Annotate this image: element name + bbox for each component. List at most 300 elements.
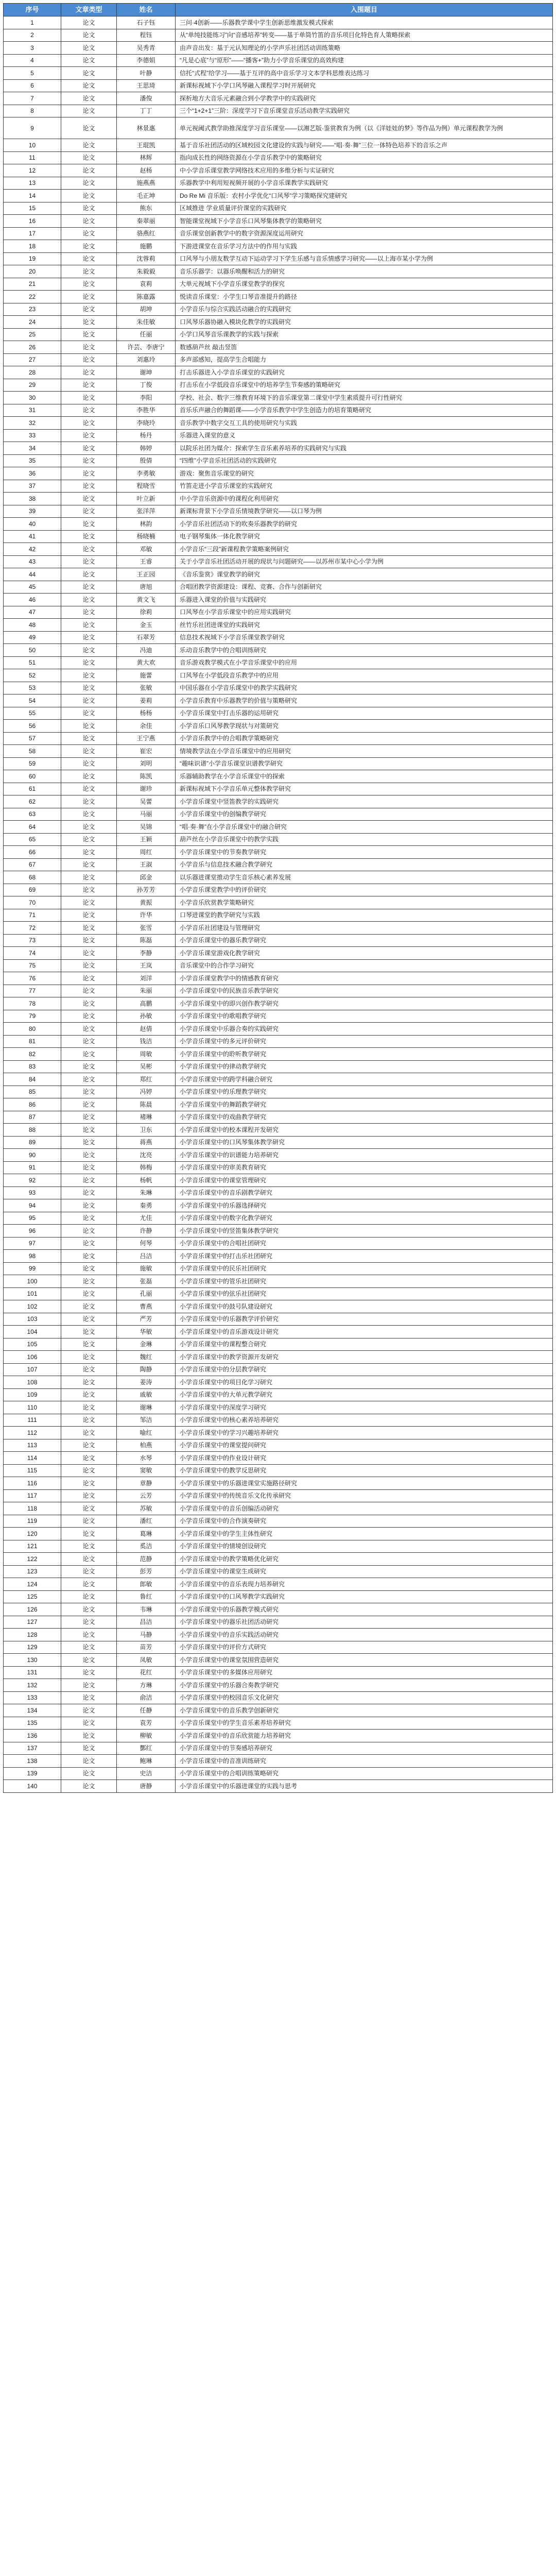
row-author-name: 马丽 bbox=[117, 808, 176, 821]
row-serial: 43 bbox=[4, 555, 61, 568]
row-title: 小学音乐课堂中的数字化教学研究 bbox=[176, 1212, 553, 1225]
row-serial: 26 bbox=[4, 341, 61, 354]
row-serial: 129 bbox=[4, 1641, 61, 1654]
row-author-name: 彭芳 bbox=[117, 1565, 176, 1578]
row-serial: 125 bbox=[4, 1590, 61, 1603]
table-row bbox=[4, 1464, 553, 1477]
row-author-name: 刘洋 bbox=[117, 972, 176, 985]
table-row bbox=[4, 1237, 553, 1250]
row-author-name: 丁丁 bbox=[117, 105, 176, 117]
table-row bbox=[4, 79, 553, 92]
row-author-name: 林韵 bbox=[117, 518, 176, 531]
row-article-type: 论文 bbox=[61, 404, 117, 417]
row-serial: 21 bbox=[4, 278, 61, 291]
row-serial: 107 bbox=[4, 1363, 61, 1376]
row-title: 乐器进入课堂的价值与实践研究 bbox=[176, 594, 553, 606]
table-row bbox=[4, 1250, 553, 1263]
table-row bbox=[4, 341, 553, 354]
row-author-name: 鲁红 bbox=[117, 1590, 176, 1603]
row-serial: 110 bbox=[4, 1401, 61, 1414]
row-title: 中国乐器在小学音乐课堂中的教学实践研究 bbox=[176, 682, 553, 694]
row-title: 小学音乐课堂中的竖笛集体教学研究 bbox=[176, 1225, 553, 1238]
row-author-name: 朱丽 bbox=[117, 985, 176, 997]
table-row bbox=[4, 1199, 553, 1212]
row-author-name: 石翠芳 bbox=[117, 631, 176, 644]
table-row bbox=[4, 1629, 553, 1641]
row-title: 小学音乐课堂中的传统音乐文化传承研究 bbox=[176, 1489, 553, 1502]
row-title: 口风琴与小朋友数学互动下运动学习下学生乐感与音乐情感学习研究——以上海市某小学为例 bbox=[176, 252, 553, 265]
row-article-type: 论文 bbox=[61, 1565, 117, 1578]
row-title: 小学音乐课堂中的学生音乐素养培养研究 bbox=[176, 1717, 553, 1730]
row-serial: 119 bbox=[4, 1515, 61, 1528]
row-serial: 52 bbox=[4, 669, 61, 682]
row-title: 小学音乐课堂中的器乐教学研究 bbox=[176, 934, 553, 947]
row-serial: 4 bbox=[4, 54, 61, 67]
row-title: 小学音乐与综合实践活动融合的实践研究 bbox=[176, 303, 553, 316]
row-article-type: 论文 bbox=[61, 745, 117, 758]
table-row bbox=[4, 1363, 553, 1376]
table-row bbox=[4, 922, 553, 935]
row-article-type: 论文 bbox=[61, 1212, 117, 1225]
row-author-name: 冯迪 bbox=[117, 644, 176, 657]
row-title: 三个“1+2+1”三阶：深度学习下音乐课堂音乐活动教学实践研究 bbox=[176, 105, 553, 117]
row-author-name: 赵杨 bbox=[117, 164, 176, 177]
row-author-name: 王睿 bbox=[117, 555, 176, 568]
row-title: 小学音乐课堂中的乐器进课堂实施路径研究 bbox=[176, 1477, 553, 1490]
table-row bbox=[4, 947, 553, 960]
row-serial: 121 bbox=[4, 1540, 61, 1553]
table-row bbox=[4, 1590, 553, 1603]
row-title: 小学音乐教育中乐器教学的价值与策略研究 bbox=[176, 694, 553, 707]
row-article-type: 论文 bbox=[61, 1679, 117, 1692]
row-author-name: 张磊 bbox=[117, 1275, 176, 1288]
row-author-name: 刘明 bbox=[117, 757, 176, 770]
row-article-type: 论文 bbox=[61, 581, 117, 594]
row-author-name: 许芸、李唐宁 bbox=[117, 341, 176, 354]
row-title: 打击乐在小学低段音乐课堂中的培养学生节奏感的策略研究 bbox=[176, 379, 553, 392]
row-serial: 35 bbox=[4, 454, 61, 467]
table-row bbox=[4, 656, 553, 669]
table-row bbox=[4, 366, 553, 379]
row-title: 区域推进 学业质量评价课堂的实践研究 bbox=[176, 202, 553, 215]
table-row bbox=[4, 1149, 553, 1162]
row-title: 指向成长性的网络资源在小学音乐教学中的策略研究 bbox=[176, 151, 553, 164]
header-author-name: 姓名 bbox=[117, 4, 176, 16]
row-article-type: 论文 bbox=[61, 606, 117, 619]
row-article-type: 论文 bbox=[61, 833, 117, 846]
row-author-name: 魏红 bbox=[117, 1351, 176, 1364]
row-article-type: 论文 bbox=[61, 568, 117, 581]
row-article-type: 论文 bbox=[61, 1287, 117, 1300]
row-article-type: 论文 bbox=[61, 1629, 117, 1641]
table-row bbox=[4, 1326, 553, 1338]
row-author-name: 周红 bbox=[117, 846, 176, 859]
row-serial: 99 bbox=[4, 1262, 61, 1275]
table-row bbox=[4, 429, 553, 442]
row-author-name: 王淑 bbox=[117, 858, 176, 871]
row-author-name: 昌洁 bbox=[117, 1616, 176, 1629]
row-serial: 82 bbox=[4, 1048, 61, 1061]
row-article-type: 论文 bbox=[61, 227, 117, 240]
row-author-name: 冯婷 bbox=[117, 1086, 176, 1098]
row-title: 丝竹乐社团进课堂的实践研究 bbox=[176, 619, 553, 632]
row-serial: 95 bbox=[4, 1212, 61, 1225]
row-article-type: 论文 bbox=[61, 54, 117, 67]
table-row bbox=[4, 92, 553, 105]
row-author-name: 陈晨 bbox=[117, 1098, 176, 1111]
row-title: 小学音乐口风琴教学现状与对策研究 bbox=[176, 720, 553, 733]
row-author-name: 鲍琳 bbox=[117, 1755, 176, 1768]
row-author-name: 华敏 bbox=[117, 1326, 176, 1338]
row-title: 小学音乐课堂中的弦乐社团研究 bbox=[176, 1287, 553, 1300]
table-row bbox=[4, 821, 553, 834]
row-serial: 70 bbox=[4, 896, 61, 909]
row-author-name: 马静 bbox=[117, 1629, 176, 1641]
row-author-name: 金玉 bbox=[117, 619, 176, 632]
row-serial: 137 bbox=[4, 1742, 61, 1755]
table-row bbox=[4, 1035, 553, 1048]
row-title: 小学音乐课堂中的乐理教学研究 bbox=[176, 1086, 553, 1098]
table-row bbox=[4, 1780, 553, 1793]
row-serial: 89 bbox=[4, 1136, 61, 1149]
row-article-type: 论文 bbox=[61, 1060, 117, 1073]
row-serial: 139 bbox=[4, 1767, 61, 1780]
row-article-type: 论文 bbox=[61, 1654, 117, 1667]
row-title: 小学音乐课堂中的戏曲教学研究 bbox=[176, 1111, 553, 1124]
row-title: 小学音乐课堂中的合唱社团研究 bbox=[176, 1237, 553, 1250]
row-article-type: 论文 bbox=[61, 1515, 117, 1528]
row-article-type: 论文 bbox=[61, 417, 117, 430]
table-row bbox=[4, 1477, 553, 1490]
row-author-name: 李静 bbox=[117, 947, 176, 960]
table-row bbox=[4, 846, 553, 859]
row-serial: 91 bbox=[4, 1161, 61, 1174]
row-title: 小学音乐课堂中的音乐表现力培养研究 bbox=[176, 1578, 553, 1591]
row-title: 打击乐器进入小学音乐课堂的实践研究 bbox=[176, 366, 553, 379]
row-article-type: 论文 bbox=[61, 871, 117, 884]
row-title: 音乐游戏教学模式在小学音乐课堂中的应用 bbox=[176, 656, 553, 669]
row-serial: 28 bbox=[4, 366, 61, 379]
row-author-name: 潘俊 bbox=[117, 92, 176, 105]
row-author-name: 李晓玲 bbox=[117, 417, 176, 430]
table-row bbox=[4, 252, 553, 265]
row-serial: 92 bbox=[4, 1174, 61, 1187]
table-row bbox=[4, 644, 553, 657]
row-author-name: 王琨凯 bbox=[117, 139, 176, 152]
row-article-type: 论文 bbox=[61, 1388, 117, 1401]
row-title: 合唱团教学资源建设：课程、竞赛、合作与创新研究 bbox=[176, 581, 553, 594]
row-article-type: 论文 bbox=[61, 454, 117, 467]
row-title: 多声部感知，提高学生合唱能力 bbox=[176, 353, 553, 366]
row-title: 小学音乐课堂中的管乐社团研究 bbox=[176, 1275, 553, 1288]
row-author-name: 黄振 bbox=[117, 896, 176, 909]
row-article-type: 论文 bbox=[61, 1717, 117, 1730]
row-article-type: 论文 bbox=[61, 732, 117, 745]
row-article-type: 论文 bbox=[61, 518, 117, 531]
row-title: 小学音乐课堂中的多媒体应用研究 bbox=[176, 1666, 553, 1679]
table-row bbox=[4, 1730, 553, 1742]
row-title: 小学音乐课堂中的情境创设研究 bbox=[176, 1540, 553, 1553]
row-author-name: 钱洁 bbox=[117, 1035, 176, 1048]
row-author-name: 叶静 bbox=[117, 67, 176, 80]
row-title: 小学音乐课堂中的民乐社团研究 bbox=[176, 1262, 553, 1275]
row-serial: 105 bbox=[4, 1338, 61, 1351]
table-row bbox=[4, 42, 553, 55]
row-serial: 47 bbox=[4, 606, 61, 619]
row-serial: 87 bbox=[4, 1111, 61, 1124]
row-serial: 130 bbox=[4, 1654, 61, 1667]
row-article-type: 论文 bbox=[61, 442, 117, 455]
row-title: 小学音乐课堂中的舞蹈教学研究 bbox=[176, 1098, 553, 1111]
row-serial: 122 bbox=[4, 1553, 61, 1566]
row-article-type: 论文 bbox=[61, 757, 117, 770]
row-author-name: 高鹏 bbox=[117, 997, 176, 1010]
row-article-type: 论文 bbox=[61, 1124, 117, 1137]
row-serial: 69 bbox=[4, 884, 61, 896]
row-author-name: 殷倩 bbox=[117, 454, 176, 467]
row-article-type: 论文 bbox=[61, 1528, 117, 1540]
row-serial: 20 bbox=[4, 265, 61, 278]
row-author-name: 朱毅毅 bbox=[117, 265, 176, 278]
row-serial: 83 bbox=[4, 1060, 61, 1073]
row-author-name: 杨晓楠 bbox=[117, 530, 176, 543]
row-article-type: 论文 bbox=[61, 117, 117, 139]
row-author-name: 史洁 bbox=[117, 1767, 176, 1780]
row-title: 口风琴在小学音乐课堂中的应用实践研究 bbox=[176, 606, 553, 619]
row-title: 小学音乐课堂中的口风琴集体教学研究 bbox=[176, 1136, 553, 1149]
row-article-type: 论文 bbox=[61, 139, 117, 152]
row-article-type: 论文 bbox=[61, 240, 117, 253]
row-serial: 135 bbox=[4, 1717, 61, 1730]
table-row bbox=[4, 972, 553, 985]
row-title: 小学音乐课堂中的多元评价研究 bbox=[176, 1035, 553, 1048]
row-title: 游戏：聚焦音乐课堂的研究 bbox=[176, 467, 553, 480]
table-row bbox=[4, 454, 553, 467]
row-title: 音乐课堂创新教学中的数字资源深度运用研究 bbox=[176, 227, 553, 240]
table-row bbox=[4, 1439, 553, 1452]
row-serial: 64 bbox=[4, 821, 61, 834]
table-row bbox=[4, 707, 553, 720]
table-row bbox=[4, 291, 553, 303]
row-title: 小学音乐课堂教学中的情感教育研究 bbox=[176, 972, 553, 985]
table-row bbox=[4, 1338, 553, 1351]
table-row bbox=[4, 54, 553, 67]
row-author-name: 刘惠玲 bbox=[117, 353, 176, 366]
table-row bbox=[4, 303, 553, 316]
row-serial: 97 bbox=[4, 1237, 61, 1250]
table-row bbox=[4, 808, 553, 821]
row-article-type: 论文 bbox=[61, 1035, 117, 1048]
row-author-name: 吕洁 bbox=[117, 1250, 176, 1263]
row-title: 小学音乐课堂中的节奏教学研究 bbox=[176, 846, 553, 859]
row-title: 小学音乐课堂中的音乐教学创新研究 bbox=[176, 1704, 553, 1717]
table-row bbox=[4, 1767, 553, 1780]
row-article-type: 论文 bbox=[61, 16, 117, 29]
row-article-type: 论文 bbox=[61, 922, 117, 935]
row-title: 从“单纯技能练习”向“音感培养”转变——基于单筒竹笛的音乐项目化特色育人策略探索 bbox=[176, 29, 553, 42]
row-author-name: 秦勇 bbox=[117, 1199, 176, 1212]
table-row bbox=[4, 1755, 553, 1768]
table-row bbox=[4, 1666, 553, 1679]
row-article-type: 论文 bbox=[61, 79, 117, 92]
row-title: 小学音乐课堂中的学生主体性研究 bbox=[176, 1528, 553, 1540]
row-author-name: 柏燕 bbox=[117, 1439, 176, 1452]
row-serial: 59 bbox=[4, 757, 61, 770]
row-serial: 133 bbox=[4, 1691, 61, 1704]
row-serial: 8 bbox=[4, 105, 61, 117]
header-shortlisted-title: 入围题目 bbox=[176, 4, 553, 16]
row-title: 小学音乐课堂中的口风琴教学实践研究 bbox=[176, 1590, 553, 1603]
row-author-name: 熊东 bbox=[117, 202, 176, 215]
table-row bbox=[4, 1212, 553, 1225]
row-title: 小学音乐课堂中竖笛教学的实践研究 bbox=[176, 795, 553, 808]
table-row bbox=[4, 227, 553, 240]
row-article-type: 论文 bbox=[61, 543, 117, 556]
row-serial: 90 bbox=[4, 1149, 61, 1162]
row-author-name: 张洋萍 bbox=[117, 505, 176, 518]
row-title: 小学音乐课堂中的识谱能力培养研究 bbox=[176, 1149, 553, 1162]
row-serial: 67 bbox=[4, 858, 61, 871]
row-serial: 124 bbox=[4, 1578, 61, 1591]
row-author-name: 韦琳 bbox=[117, 1603, 176, 1616]
row-author-name: 谢珍 bbox=[117, 783, 176, 795]
row-article-type: 论文 bbox=[61, 202, 117, 215]
row-author-name: 施鹏 bbox=[117, 240, 176, 253]
row-article-type: 论文 bbox=[61, 1351, 117, 1364]
submission-table bbox=[3, 3, 553, 1793]
table-row bbox=[4, 1414, 553, 1427]
table-row bbox=[4, 1704, 553, 1717]
row-title: 小学音乐“三段”新课程教学策略案例研究 bbox=[176, 543, 553, 556]
table-row bbox=[4, 1073, 553, 1086]
row-serial: 71 bbox=[4, 909, 61, 922]
row-author-name: 邹洁 bbox=[117, 1414, 176, 1427]
row-title: 乐动音乐教学中的合唱训练研究 bbox=[176, 644, 553, 657]
table-row bbox=[4, 745, 553, 758]
row-serial: 18 bbox=[4, 240, 61, 253]
row-article-type: 论文 bbox=[61, 493, 117, 505]
row-title: 小学音乐课堂中的大单元教学研究 bbox=[176, 1388, 553, 1401]
row-serial: 88 bbox=[4, 1124, 61, 1137]
row-title: 新课标视域下小学口风琴融入课程学习时开展研究 bbox=[176, 79, 553, 92]
row-author-name: 孔丽 bbox=[117, 1287, 176, 1300]
table-row bbox=[4, 1300, 553, 1313]
row-serial: 74 bbox=[4, 947, 61, 960]
row-article-type: 论文 bbox=[61, 1401, 117, 1414]
row-serial: 77 bbox=[4, 985, 61, 997]
table-row bbox=[4, 1427, 553, 1439]
row-serial: 24 bbox=[4, 316, 61, 329]
table-row bbox=[4, 1489, 553, 1502]
row-author-name: 苗芳 bbox=[117, 1641, 176, 1654]
row-title: 小学音乐课堂中的课堂提问研究 bbox=[176, 1439, 553, 1452]
table-row bbox=[4, 783, 553, 795]
row-title: 小学音乐课堂中的音乐创编活动研究 bbox=[176, 1502, 553, 1515]
row-serial: 27 bbox=[4, 353, 61, 366]
header-article-type: 文章类型 bbox=[61, 4, 117, 16]
row-title: 小学音乐课堂中的节奏感培养研究 bbox=[176, 1742, 553, 1755]
table-row bbox=[4, 1401, 553, 1414]
row-title: 小学音乐教学中的合唱教学策略研究 bbox=[176, 732, 553, 745]
row-article-type: 论文 bbox=[61, 105, 117, 117]
row-author-name: 韩梅 bbox=[117, 1161, 176, 1174]
row-author-name: 邱金 bbox=[117, 871, 176, 884]
row-article-type: 论文 bbox=[61, 29, 117, 42]
row-title: 情境教学法在小学音乐课堂中的应用研究 bbox=[176, 745, 553, 758]
table-row bbox=[4, 1565, 553, 1578]
table-row bbox=[4, 858, 553, 871]
row-article-type: 论文 bbox=[61, 1326, 117, 1338]
row-article-type: 论文 bbox=[61, 1149, 117, 1162]
row-serial: 134 bbox=[4, 1704, 61, 1717]
row-article-type: 论文 bbox=[61, 164, 117, 177]
row-title: 小学口风琴音乐课教学的实践与探索 bbox=[176, 328, 553, 341]
row-title: 基于音乐社团活动的区域校园文化建设的实践与研究——“唱·奏·舞”三位一体特色培养下的音乐之声 bbox=[176, 139, 553, 152]
row-author-name: 韩婷 bbox=[117, 442, 176, 455]
table-row bbox=[4, 1528, 553, 1540]
row-author-name: 杨杨 bbox=[117, 707, 176, 720]
row-serial: 16 bbox=[4, 215, 61, 228]
row-serial: 76 bbox=[4, 972, 61, 985]
row-serial: 80 bbox=[4, 1023, 61, 1036]
table-body bbox=[4, 16, 553, 1793]
table-row bbox=[4, 1124, 553, 1137]
row-article-type: 论文 bbox=[61, 265, 117, 278]
table-row bbox=[4, 1225, 553, 1238]
row-author-name: 袁芳 bbox=[117, 1717, 176, 1730]
row-author-name: 李阳 bbox=[117, 392, 176, 404]
row-author-name: 王岚 bbox=[117, 959, 176, 972]
row-serial: 17 bbox=[4, 227, 61, 240]
row-author-name: 余佳 bbox=[117, 720, 176, 733]
table-row bbox=[4, 1136, 553, 1149]
table-row bbox=[4, 164, 553, 177]
row-serial: 58 bbox=[4, 745, 61, 758]
row-title: 口风琴乐器协融入模块化教学的实践研究 bbox=[176, 316, 553, 329]
row-title: 小学音乐课堂中的课程整合研究 bbox=[176, 1338, 553, 1351]
row-title: 下游进课堂在音乐学习方法中的作用与实践 bbox=[176, 240, 553, 253]
row-title: 《音乐鉴赏》课堂教学的研究 bbox=[176, 568, 553, 581]
row-title: 口风琴在小学低段音乐教学中的应用 bbox=[176, 669, 553, 682]
row-title: 小学音乐课堂中打击乐器的运用研究 bbox=[176, 707, 553, 720]
row-title: 大单元视域下小学音乐课堂教学的探究 bbox=[176, 278, 553, 291]
row-article-type: 论文 bbox=[61, 1641, 117, 1654]
table-row bbox=[4, 1275, 553, 1288]
table-row bbox=[4, 215, 553, 228]
row-author-name: 陶静 bbox=[117, 1363, 176, 1376]
row-author-name: 王正园 bbox=[117, 568, 176, 581]
row-title: 以院乐社团为媒介：探索学生音乐素养培养的实践研究与实践 bbox=[176, 442, 553, 455]
row-title: 中小学音乐资源中的课程化利用研究 bbox=[176, 493, 553, 505]
row-article-type: 论文 bbox=[61, 1086, 117, 1098]
row-serial: 60 bbox=[4, 770, 61, 783]
row-serial: 53 bbox=[4, 682, 61, 694]
row-article-type: 论文 bbox=[61, 795, 117, 808]
row-article-type: 论文 bbox=[61, 1590, 117, 1603]
row-author-name: 奚洁 bbox=[117, 1540, 176, 1553]
row-serial: 103 bbox=[4, 1313, 61, 1326]
row-article-type: 论文 bbox=[61, 644, 117, 657]
row-article-type: 论文 bbox=[61, 1174, 117, 1187]
row-author-name: 骆燕红 bbox=[117, 227, 176, 240]
row-article-type: 论文 bbox=[61, 694, 117, 707]
table-row bbox=[4, 1086, 553, 1098]
table-row bbox=[4, 493, 553, 505]
row-article-type: 论文 bbox=[61, 1578, 117, 1591]
row-title: 乐器教学中利用短视频开展的小学音乐课教学实践研究 bbox=[176, 177, 553, 190]
row-article-type: 论文 bbox=[61, 594, 117, 606]
row-article-type: 论文 bbox=[61, 1742, 117, 1755]
